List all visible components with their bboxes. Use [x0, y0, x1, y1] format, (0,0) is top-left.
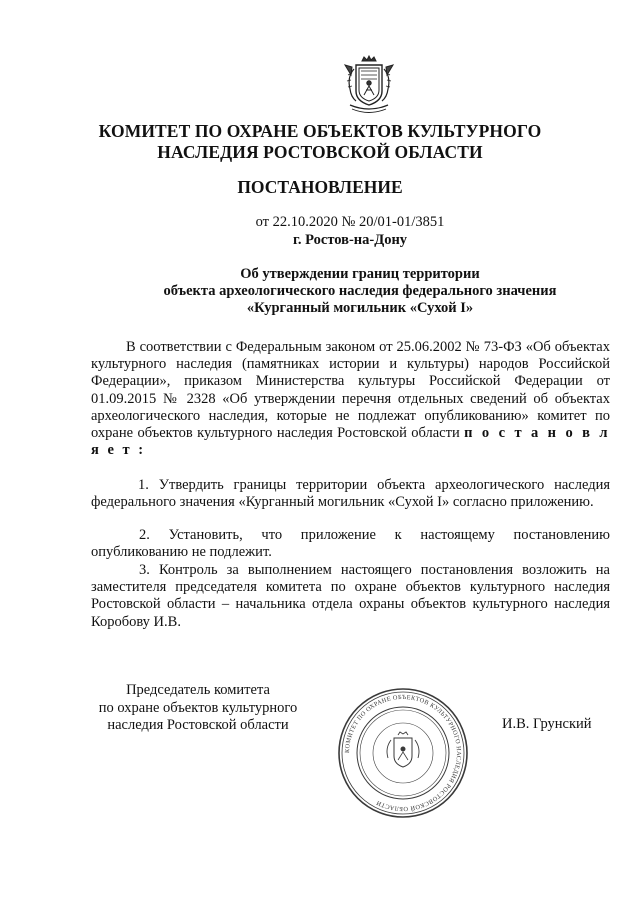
signer-name: И.В. Грунский: [502, 716, 592, 732]
seal-outer-text: КОМИТЕТ ПО ОХРАНЕ ОБЪЕКТОВ КУЛЬТУРНОГО НАСЛЕДИЯ РОСТОВСКОЙ ОБЛАСТИ: [343, 693, 463, 813]
signer-title-line-1: Председатель комитета: [126, 682, 270, 698]
signer-title-line-3: наследия Ростовской области: [107, 717, 289, 733]
official-seal-icon: [336, 686, 470, 820]
subject-line-1: Об утверждении границ территории: [240, 266, 480, 282]
item-2: 2. Установить, что приложение к настоящему постановлению опубликованию не подлежит.: [91, 527, 610, 561]
signer-title-line-2: по охране объектов культурного: [98, 699, 298, 716]
preamble-text: В соответствии с Федеральным законом от 25.06.2002 № 73-ФЗ «Об объектах культурного наследия (памятниках истории и культуры) народов Российской Федерации», приказом Министерства культуры Российской Федерации от 01.09.2015 № 2328 «Об утверждении перечня отдельных сведений об объектах археологического наследия, которые не подлежат опубликованию» комитет по охране объектов культурного наследия Ростовской области: [91, 339, 610, 442]
item-3: 3. Контроль за выполнением настоящего постановления возложить на заместителя председателя комитета по охране объектов культурного наследия Ростовской области – начальника отдела охраны объектов культурного наследия Коробову И.В.: [91, 562, 610, 630]
document-type: ПОСТАНОВЛЕНИЕ: [237, 177, 403, 197]
organization-name: [0, 121, 640, 163]
subject-line-2: объекта археологического наследия федерального значения: [163, 283, 557, 299]
subject-line-3: «Курганный могильник «Сухой I»: [246, 300, 474, 316]
resolves-word: п о с т а н о в л я е т :: [91, 425, 610, 459]
signer-title: [91, 682, 305, 735]
subject-heading: [40, 266, 640, 317]
org-line-2: НАСЛЕДИЯ РОСТОВСКОЙ ОБЛАСТИ: [157, 142, 483, 162]
item-1: 1. Утвердить границы территории объекта археологического наследия федерального значения «Курганный могильник «Сухой I» согласно приложению.: [91, 477, 610, 511]
org-line-1: КОМИТЕТ ПО ОХРАНЕ ОБЪЕКТОВ КУЛЬТУРНОГО: [98, 121, 542, 141]
date-number: от 22.10.2020 № 20/01-01/3851: [255, 214, 445, 230]
preamble-paragraph: [91, 339, 610, 459]
coat-of-arms-icon: [342, 55, 396, 117]
svg-text:КОМИТЕТ ПО ОХРАНЕ ОБЪЕКТОВ КУЛ: [344, 694, 462, 813]
city: г. Ростов-на-Дону: [292, 232, 408, 248]
